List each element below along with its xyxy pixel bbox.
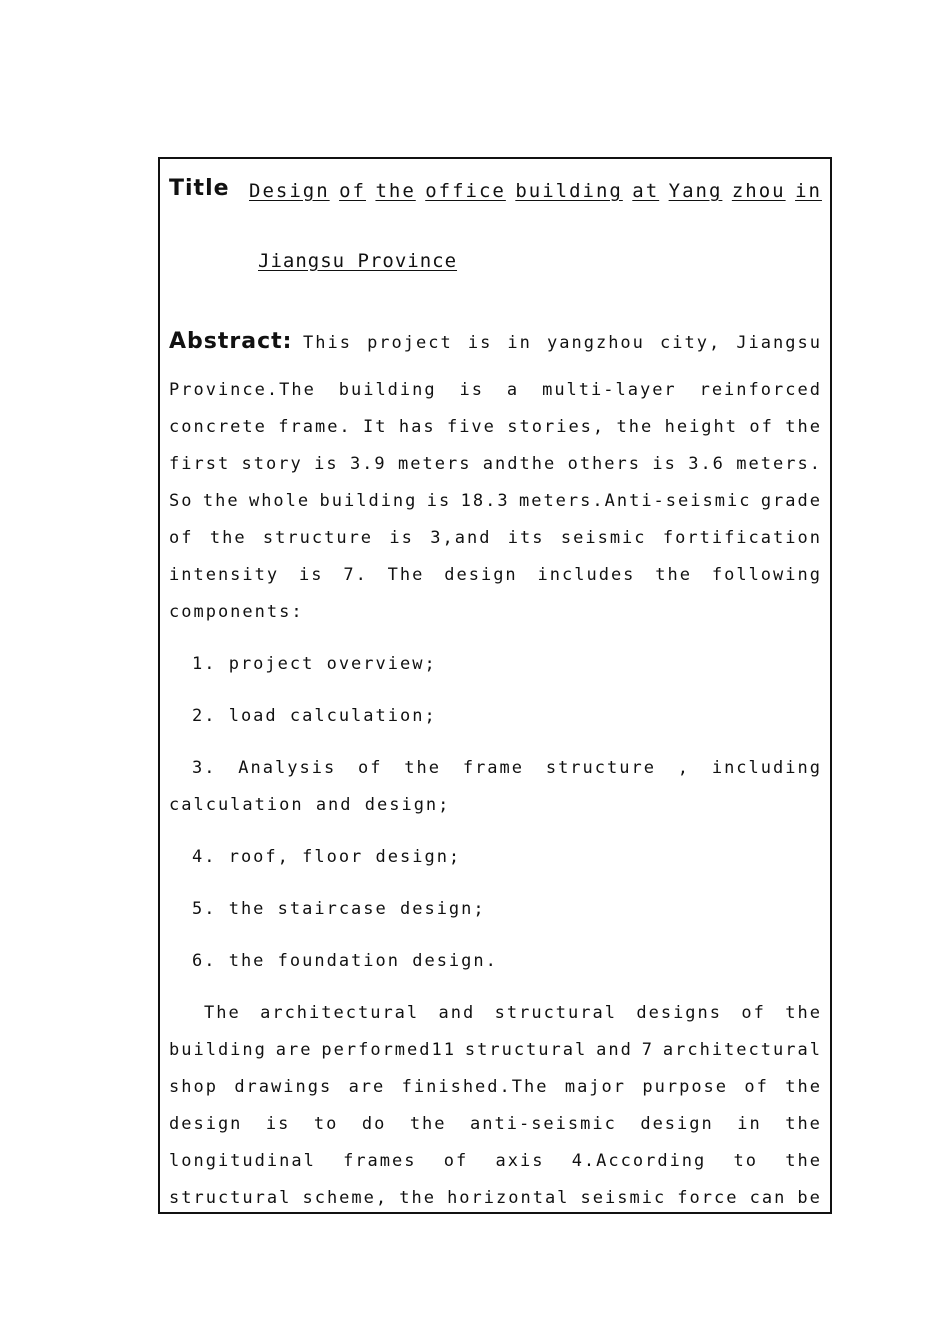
word: be: [797, 1188, 822, 1208]
word: and: [596, 1040, 633, 1060]
word: Yang: [668, 180, 723, 202]
abstract-line: [169, 379, 822, 401]
word: The: [204, 1003, 241, 1023]
word: frame: [462, 758, 525, 778]
word: structural: [494, 1003, 617, 1023]
word: This: [303, 333, 352, 353]
word: structural: [464, 1040, 588, 1060]
word: is: [314, 454, 339, 474]
word: Analysis: [238, 758, 337, 778]
word: building: [319, 491, 418, 511]
word: 4.According: [571, 1151, 707, 1171]
word: is: [652, 454, 677, 474]
abstract-first-line: [303, 333, 822, 353]
word: Province.The: [169, 380, 316, 400]
word: are: [348, 1077, 386, 1097]
paragraph-first-line: [204, 1002, 822, 1024]
word: stories,: [507, 417, 606, 437]
document-frame: [158, 157, 832, 1214]
word: is: [389, 528, 414, 548]
word: of: [358, 758, 383, 778]
word: reinforced: [699, 380, 822, 400]
title-text-line1: [249, 180, 822, 202]
word: major: [564, 1077, 627, 1097]
word: height: [664, 417, 739, 437]
word: a: [506, 380, 520, 400]
word: 3.6: [688, 454, 725, 474]
word: the: [375, 180, 416, 202]
word: of: [741, 1003, 766, 1023]
list-item: 6. the foundation design.: [192, 951, 498, 971]
word: story: [241, 454, 303, 474]
word: whole: [248, 491, 311, 511]
abstract-line: [169, 453, 822, 475]
word: of: [749, 417, 774, 437]
word: the: [785, 1151, 822, 1171]
word: yangzhou: [547, 333, 645, 353]
word: the: [655, 565, 692, 585]
word: architectural: [260, 1003, 420, 1023]
abstract-line: [169, 416, 822, 438]
word: the: [409, 1114, 447, 1134]
word: multi-layer: [542, 380, 677, 400]
word: Design: [249, 180, 330, 202]
word: following: [711, 565, 822, 585]
word: 3.: [192, 758, 217, 778]
word: structural: [169, 1188, 292, 1208]
paragraph-line: [169, 1113, 822, 1135]
word: intensity: [169, 565, 280, 585]
word: is: [426, 491, 452, 511]
word: design: [169, 1114, 243, 1134]
word: architectural: [662, 1040, 822, 1060]
word: is: [467, 333, 493, 353]
word: the: [399, 1188, 436, 1208]
list-item: 5. the staircase design;: [192, 899, 486, 919]
word: city,: [660, 333, 722, 353]
word: at: [632, 180, 660, 202]
word: office: [425, 180, 506, 202]
word: ,: [677, 758, 691, 778]
list-item: 1. project overview;: [192, 654, 437, 674]
word: in: [737, 1114, 762, 1134]
word: five: [446, 417, 496, 437]
word: It: [363, 417, 388, 437]
word: fortification: [662, 528, 822, 548]
word: others: [567, 454, 641, 474]
word: in: [507, 333, 532, 353]
title-row: [169, 176, 822, 206]
word: andthe: [482, 454, 557, 474]
word: The: [387, 565, 425, 585]
abstract-line: [169, 527, 822, 549]
word: the: [785, 1003, 822, 1023]
word: anti-seismic: [470, 1114, 617, 1134]
title-text-line2: Jiangsu Province: [258, 250, 458, 272]
word: purpose: [642, 1077, 729, 1097]
title-label: Title: [169, 176, 230, 201]
word: 3,and: [430, 528, 492, 548]
word: of: [443, 1151, 469, 1171]
word: the: [209, 528, 247, 548]
list-item-continuation: calculation and design;: [169, 795, 451, 815]
word: design: [640, 1114, 714, 1134]
word: can: [749, 1188, 787, 1208]
abstract-row: [169, 329, 822, 359]
word: building: [515, 180, 623, 202]
word: force: [677, 1188, 739, 1208]
word: frame.: [278, 417, 352, 437]
word: the: [785, 1077, 822, 1097]
word: grade: [760, 491, 822, 511]
word: to: [313, 1114, 339, 1134]
word: frames: [343, 1151, 417, 1171]
word: longitudinal: [169, 1151, 316, 1171]
word: first: [169, 454, 231, 474]
word: the: [785, 417, 822, 437]
word: the: [616, 417, 654, 437]
word: in: [795, 180, 822, 202]
word: Jiangsu: [736, 333, 822, 353]
word: shop: [169, 1077, 218, 1097]
word: design: [444, 565, 518, 585]
paragraph-line: [169, 1076, 822, 1098]
list-item: [192, 757, 822, 779]
word: building: [169, 1040, 267, 1060]
list-item: 4. roof, floor design;: [192, 847, 462, 867]
paragraph-line: [169, 1150, 822, 1172]
word: the: [785, 1114, 822, 1134]
word: So: [169, 491, 194, 511]
word: drawings: [234, 1077, 333, 1097]
abstract-label: Abstract:: [169, 329, 293, 354]
word: 18.3: [460, 491, 510, 511]
word: the: [202, 491, 240, 511]
word: horizontal: [447, 1188, 570, 1208]
word: including: [711, 758, 822, 778]
word: includes: [537, 565, 636, 585]
paragraph-line: [169, 1187, 822, 1209]
word: axis: [495, 1151, 545, 1171]
word: zhou: [731, 180, 786, 202]
word: 7: [641, 1040, 654, 1060]
word: to: [733, 1151, 759, 1171]
word: has: [398, 417, 436, 437]
word: structure: [545, 758, 656, 778]
word: building: [338, 380, 437, 400]
abstract-last-line: components:: [169, 602, 304, 622]
word: the: [404, 758, 442, 778]
word: scheme,: [302, 1188, 389, 1208]
word: 7.: [343, 565, 368, 585]
word: of: [339, 180, 366, 202]
word: meters: [398, 454, 472, 474]
word: and: [438, 1003, 476, 1023]
word: of: [169, 528, 194, 548]
word: meters.: [736, 454, 822, 474]
word: do: [361, 1114, 387, 1134]
word: seismic: [560, 528, 647, 548]
abstract-line: [169, 490, 822, 512]
list-item: 2. load calculation;: [192, 706, 437, 726]
word: concrete: [169, 417, 267, 437]
word: seismic: [580, 1188, 667, 1208]
word: its: [507, 528, 545, 548]
paragraph-line: [169, 1039, 822, 1061]
word: is: [298, 565, 324, 585]
word: structure: [262, 528, 374, 548]
abstract-line: [169, 564, 822, 586]
word: meters.Anti-seismic: [518, 491, 752, 511]
word: finished.The: [401, 1077, 549, 1097]
word: is: [265, 1114, 291, 1134]
word: designs: [636, 1003, 723, 1023]
word: are: [275, 1040, 313, 1060]
word: is: [459, 380, 485, 400]
word: project: [367, 333, 453, 353]
word: 3.9: [349, 454, 387, 474]
word: of: [744, 1077, 769, 1097]
word: performed11: [321, 1040, 456, 1060]
